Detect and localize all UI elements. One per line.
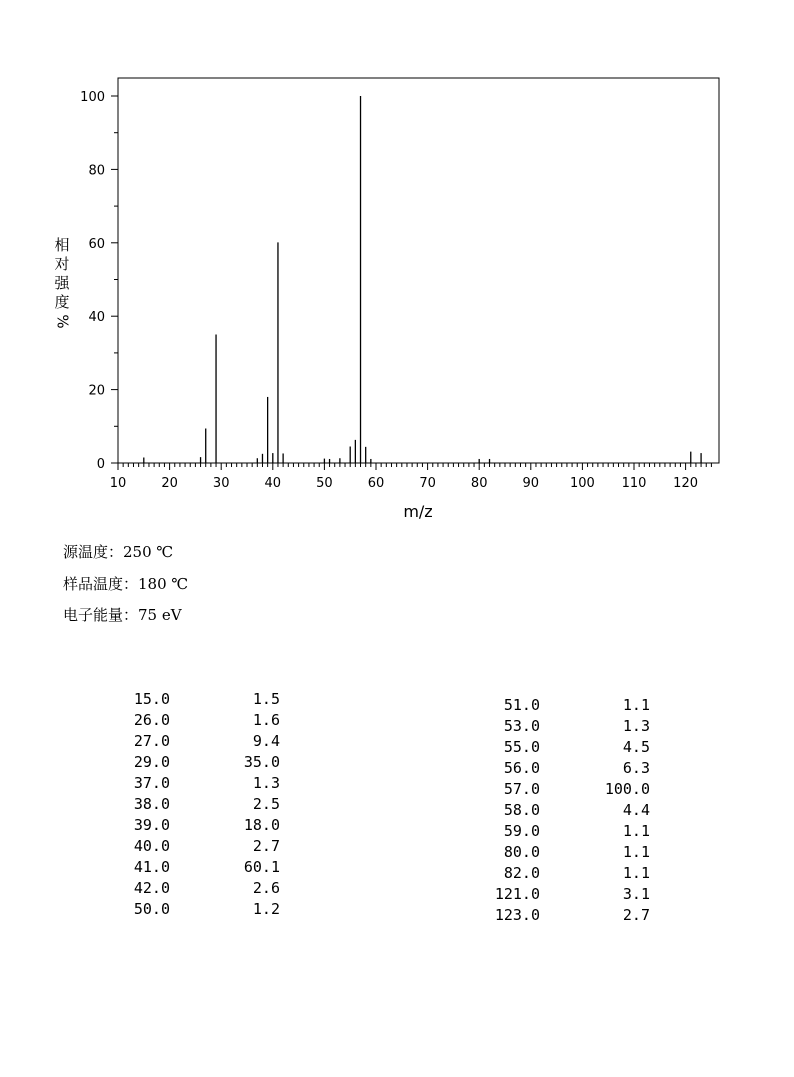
table-row [120, 752, 280, 773]
peak-table-right [480, 695, 650, 926]
mz-value: 27.0 [133, 732, 170, 750]
y-axis-label-char: 对 [54, 255, 70, 273]
table-row [480, 737, 650, 758]
y-tick-label: 100 [80, 90, 105, 105]
x-tick-label: 120 [673, 476, 699, 491]
y-axis-label [52, 236, 72, 331]
y-axis-label-char: 强 [54, 274, 70, 292]
mz-value: 59.0 [503, 822, 540, 840]
x-tick-label: 50 [316, 476, 333, 491]
x-tick-label: 30 [212, 476, 230, 491]
x-tick-label: 60 [367, 476, 385, 491]
abundance-value: 1.1 [622, 843, 650, 861]
table-row [120, 857, 280, 878]
peak-table-left [120, 689, 280, 920]
mz-value: 40.0 [133, 837, 170, 855]
abundance-value: 1.5 [252, 690, 280, 708]
abundance-value: 35.0 [243, 753, 280, 771]
mz-value: 15.0 [133, 690, 170, 708]
mz-value: 55.0 [503, 738, 540, 756]
abundance-value: 2.7 [622, 906, 650, 924]
table-row [480, 758, 650, 779]
table-row [480, 695, 650, 716]
mz-value: 82.0 [503, 864, 540, 882]
mz-value: 42.0 [133, 879, 170, 897]
mz-value: 50.0 [133, 900, 170, 918]
table-row [480, 863, 650, 884]
y-tick-label: 60 [88, 236, 105, 252]
abundance-value: 1.2 [252, 900, 280, 918]
abundance-value: 18.0 [243, 816, 280, 834]
y-tick-label: 40 [88, 310, 105, 326]
abundance-value: 3.1 [622, 885, 650, 903]
mz-value: 26.0 [133, 711, 170, 729]
abundance-value: 2.6 [252, 879, 280, 897]
table-row [120, 731, 280, 752]
table-row [120, 710, 280, 731]
x-tick-label: 100 [569, 476, 595, 491]
y-tick-label: 0 [96, 457, 105, 472]
table-row [480, 884, 650, 905]
table-row [120, 836, 280, 857]
table-row [120, 878, 280, 899]
table-row [480, 779, 650, 800]
y-tick-label: 20 [88, 383, 105, 399]
table-row [480, 905, 650, 926]
abundance-value: 9.4 [252, 732, 280, 750]
tick-labels [80, 90, 698, 491]
x-tick-label: 70 [419, 476, 436, 491]
mz-value: 53.0 [503, 717, 540, 735]
axis-ticks [111, 96, 711, 470]
x-axis-label: m/z [403, 502, 433, 521]
table-row [480, 842, 650, 863]
x-tick-label: 20 [161, 476, 178, 491]
abundance-value: 2.7 [252, 837, 280, 855]
mz-value: 38.0 [133, 795, 170, 813]
mz-value: 41.0 [133, 858, 170, 876]
x-tick-label: 10 [109, 476, 127, 491]
mz-value: 56.0 [503, 759, 540, 777]
abundance-value: 2.5 [252, 795, 280, 813]
sample-temperature: 样品温度：180 ℃ [63, 575, 189, 593]
electron-energy: 电子能量：75 eV [63, 606, 182, 624]
x-tick-label: 80 [470, 476, 488, 491]
x-tick-label: 110 [621, 476, 647, 491]
source-temperature: 源温度：250 ℃ [63, 543, 174, 561]
mz-value: 51.0 [503, 696, 540, 714]
y-axis-label-suffix: % [53, 314, 72, 329]
table-row [480, 716, 650, 737]
x-tick-label: 40 [264, 476, 282, 491]
mz-value: 80.0 [503, 843, 540, 861]
abundance-value: 1.1 [622, 822, 650, 840]
plot-frame [118, 78, 719, 463]
abundance-value: 1.3 [252, 774, 280, 792]
peak-bars [144, 96, 701, 463]
x-tick-label: 90 [522, 476, 540, 491]
mass-spectrum-chart [0, 0, 794, 530]
mz-value: 57.0 [503, 780, 540, 798]
abundance-value: 6.3 [622, 759, 650, 777]
mz-value: 29.0 [133, 753, 170, 771]
mz-value: 121.0 [494, 885, 540, 903]
abundance-value: 1.6 [252, 711, 280, 729]
table-row [120, 815, 280, 836]
table-row [120, 689, 280, 710]
abundance-value: 4.5 [622, 738, 650, 756]
table-row [120, 773, 280, 794]
table-row [120, 899, 280, 920]
table-row [480, 800, 650, 821]
y-axis-label-char: 相 [54, 236, 70, 254]
y-tick-label: 80 [88, 163, 105, 179]
abundance-value: 100.0 [604, 780, 650, 798]
abundance-value: 1.1 [622, 696, 650, 714]
y-axis-label-char: 度 [54, 293, 70, 311]
table-row [120, 794, 280, 815]
mz-value: 37.0 [133, 774, 170, 792]
abundance-value: 1.3 [622, 717, 650, 735]
table-row [480, 821, 650, 842]
mz-value: 123.0 [494, 906, 540, 924]
mz-value: 58.0 [503, 801, 540, 819]
abundance-value: 60.1 [243, 858, 280, 876]
abundance-value: 4.4 [622, 801, 650, 819]
abundance-value: 1.1 [622, 864, 650, 882]
mz-value: 39.0 [133, 816, 170, 834]
